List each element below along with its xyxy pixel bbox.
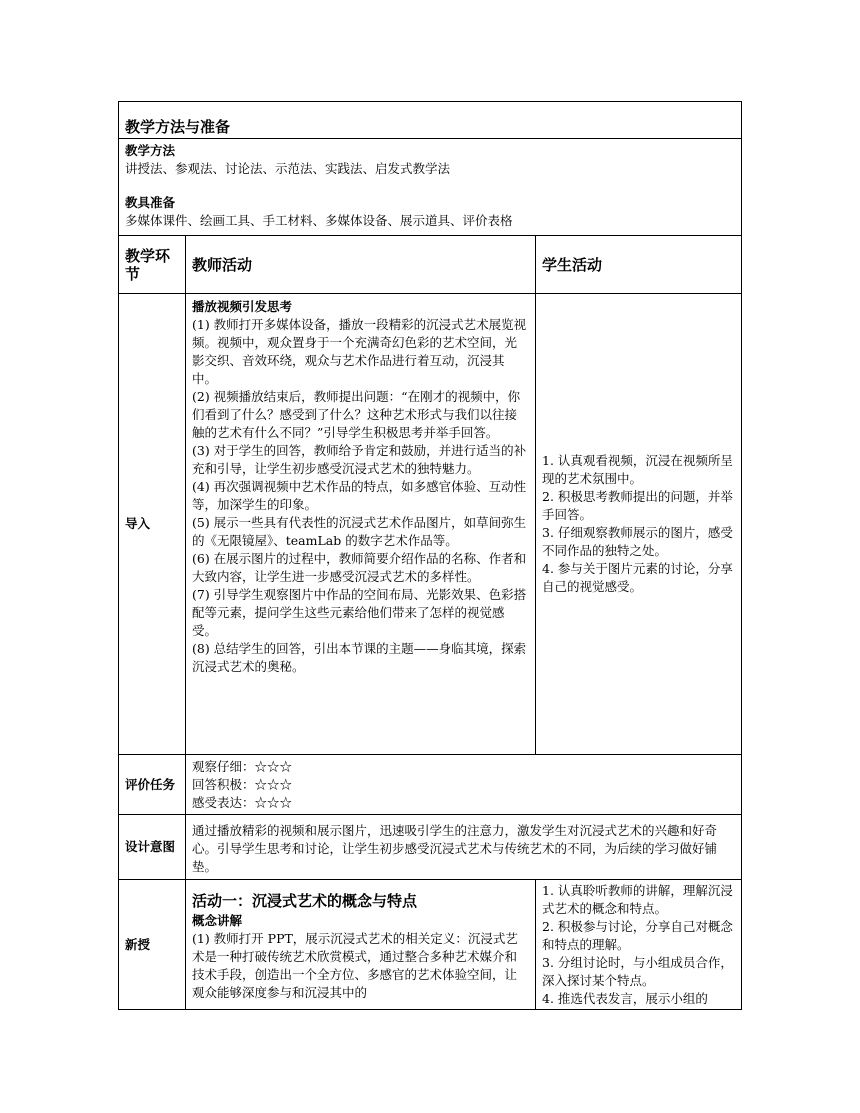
intro-student-item: 2. 积极思考教师提出的问题，并举手回答。 [542,489,733,522]
new-lesson-teacher-cell [186,880,536,1010]
design-stage: 设计意图 [119,815,186,880]
lesson-plan-sheet [118,101,741,1010]
evaluation-item: 回答积极：☆☆☆ [192,777,293,792]
intro-stage: 导入 [119,294,186,755]
lesson-plan-table [118,101,742,1010]
section-title-row [119,102,742,139]
tools-heading: 教具准备 [125,195,176,210]
intro-student-cell [536,294,742,755]
new-lesson-student-item: 3. 分组讨论时，与小组成员合作，深入探讨某个特点。 [542,955,733,988]
evaluation-item: 感受表达：☆☆☆ [192,795,293,810]
intro-student-item: 4. 参与关于图片元素的讨论，分享自己的视觉感受。 [542,561,733,594]
header-teacher: 教师活动 [186,236,536,294]
table-header-row [119,236,742,294]
new-lesson-student-item: 1. 认真聆听教师的讲解，理解沉浸式艺术的概念和特点。 [542,883,733,916]
design-text: 通过播放精彩的视频和展示图片，迅速吸引学生的注意力，激发学生对沉浸式艺术的兴趣和好奇心。引导学生思考和讨论，让学生初步感受沉浸式艺术与传统艺术的不同，为后续的学习做好铺垫。 [186,815,742,880]
activity-title: 活动一：沉浸式艺术的概念与特点 [192,892,418,910]
intro-teacher-item: (5) 展示一些具有代表性的沉浸式艺术作品图片，如草间弥生的《无限镜屋》、teamLab 的数字艺术作品等。 [192,515,527,548]
new-lesson-student-item: 4. 推选代表发言，展示小组的 [542,991,708,1006]
new-lesson-student-cell [536,880,742,1010]
intro-teacher-title: 播放视频引发思考 [192,299,293,314]
methods-tools-cell [119,139,742,236]
evaluation-row [119,755,742,815]
tools-text: 多媒体课件、绘画工具、手工材料、多媒体设备、展示道具、评价表格 [125,213,513,228]
spacer [125,178,735,190]
methods-heading: 教学方法 [125,143,176,158]
intro-teacher-item: (8) 总结学生的回答，引出本节课的主题——身临其境，探索沉浸式艺术的奥秘。 [192,641,527,674]
new-lesson-student-item: 2. 积极参与讨论，分享自己对概念和特点的理解。 [542,919,733,952]
intro-teacher-item: (4) 再次强调视频中艺术作品的特点，如多感官体验、互动性等，加深学生的印象。 [192,479,527,512]
new-lesson-teacher-item: (1) 教师打开 PPT，展示沉浸式艺术的相关定义：沉浸式艺术是一种打破传统艺术欣赏模式，通过整合多种艺术媒介和技术手段，创造出一个全方位、多感官的艺术体验空间，让观众能够深度参与和沉浸其中的 [192,931,518,1000]
intro-teacher-item: (6) 在展示图片的过程中，教师简要介绍作品的名称、作者和大致内容，让学生进一步感受沉浸式艺术的多样性。 [192,551,527,584]
intro-row [119,294,742,755]
header-stage: 教学环节 [119,236,186,294]
section-title: 教学方法与准备 [119,102,742,139]
methods-text: 讲授法、参观法、讨论法、示范法、实践法、启发式教学法 [125,161,451,176]
intro-student-item: 3. 仔细观察教师展示的图片，感受不同作品的独特之处。 [542,525,733,558]
new-lesson-stage: 新授 [119,880,186,1010]
activity-subtitle: 概念讲解 [192,913,243,928]
intro-student-item: 1. 认真观看视频，沉浸在视频所呈现的艺术氛围中。 [542,453,733,486]
intro-teacher-item: (3) 对于学生的回答，教师给予肯定和鼓励，并进行适当的补充和引导，让学生初步感受沉浸式艺术的独特魅力。 [192,443,527,476]
header-student: 学生活动 [536,236,742,294]
methods-tools-row [119,139,742,236]
evaluation-stage: 评价任务 [119,755,186,815]
design-row [119,815,742,880]
evaluation-item: 观察仔细：☆☆☆ [192,759,293,774]
intro-teacher-item: (7) 引导学生观察图片中作品的空间布局、光影效果、色彩搭配等元素，提问学生这些元素给他们带来了怎样的视觉感受。 [192,587,527,638]
intro-teacher-item: (2) 视频播放结束后，教师提出问题：“在刚才的视频中，你们看到了什么？感受到了什么？这种艺术形式与我们以往接触的艺术有什么不同？”引导学生积极思考并举手回答。 [192,389,521,440]
intro-teacher-cell [186,294,536,755]
new-lesson-row [119,880,742,1010]
evaluation-cell [186,755,742,815]
intro-teacher-item: (1) 教师打开多媒体设备，播放一段精彩的沉浸式艺术展览视频。视频中，观众置身于一个充满奇幻色彩的艺术空间，光影交织、音效环绕，观众与艺术作品进行着互动，沉浸其中。 [192,317,527,386]
